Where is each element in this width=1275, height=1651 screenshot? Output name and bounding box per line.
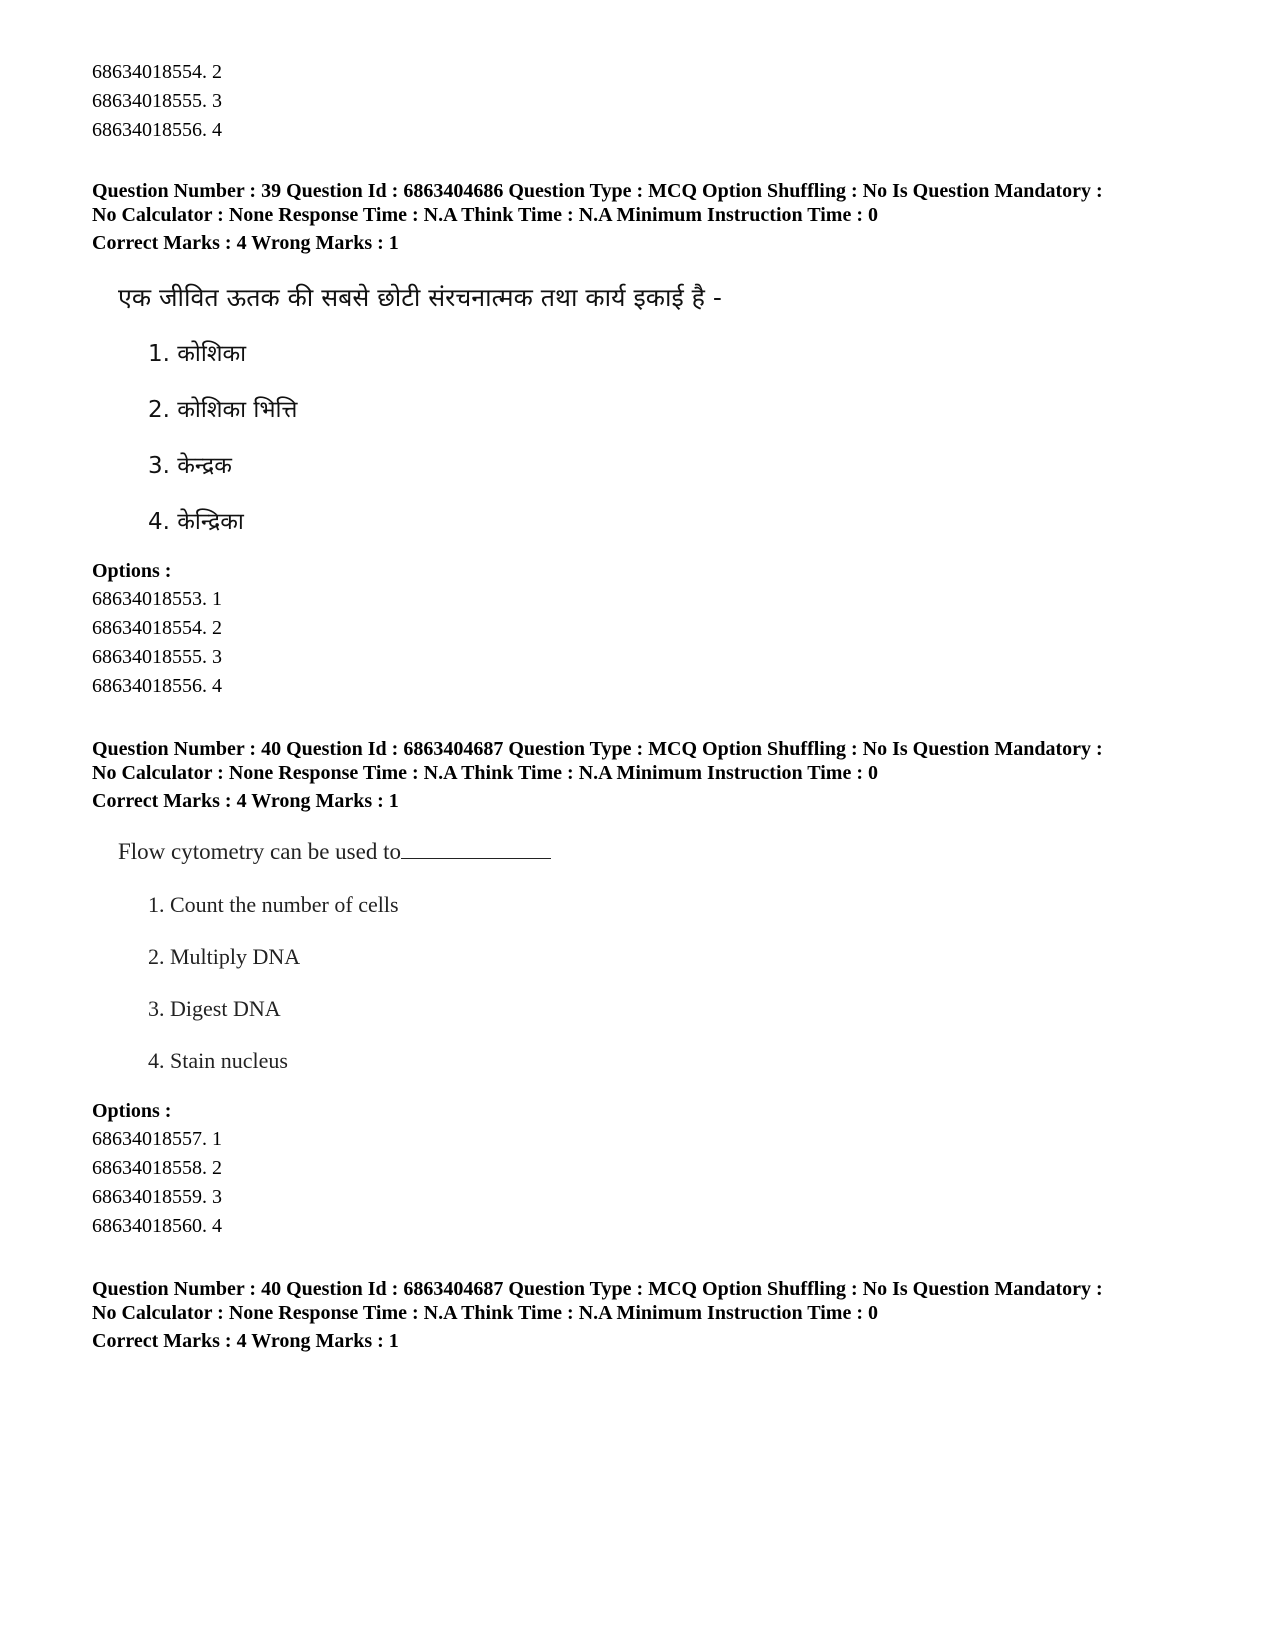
options-label: Options : bbox=[92, 560, 172, 582]
option-line: 68634018560. 4 bbox=[92, 1215, 222, 1237]
question-meta-line-2: No Calculator : None Response Time : N.A Think Time : N.A Minimum Instruction Time : 0 bbox=[92, 204, 878, 226]
option-line: 68634018555. 3 bbox=[92, 646, 222, 668]
question-meta-line-1: Question Number : 40 Question Id : 6863404687 Question Type : MCQ Option Shuffling : No Is Question Mandatory : bbox=[92, 738, 1103, 760]
choice-item: 2. Multiply DNA bbox=[148, 944, 301, 969]
option-line: 68634018559. 3 bbox=[92, 1186, 222, 1208]
document-page bbox=[92, 58, 1182, 1355]
options-label: Options : bbox=[92, 1100, 172, 1122]
question-stem-text: Flow cytometry can be used to bbox=[118, 839, 401, 864]
question-40-content bbox=[118, 837, 1182, 1075]
question-stem bbox=[118, 837, 1182, 867]
choice-item: 4. Stain nucleus bbox=[148, 1048, 288, 1073]
choice-item: 3. केन्द्रक bbox=[148, 453, 232, 479]
choice-item: 1. कोशिका bbox=[148, 341, 247, 367]
question-meta-line-2: No Calculator : None Response Time : N.A Think Time : N.A Minimum Instruction Time : 0 bbox=[92, 1302, 878, 1324]
option-line: 68634018553. 1 bbox=[92, 588, 222, 610]
question-stem: एक जीवित ऊतक की सबसे छोटी संरचनात्मक तथा कार्य इकाई है - bbox=[118, 283, 722, 312]
choice-item: 3. Digest DNA bbox=[148, 996, 281, 1021]
question-meta-line-1: Question Number : 39 Question Id : 6863404686 Question Type : MCQ Option Shuffling : No Is Question Mandatory : bbox=[92, 180, 1103, 202]
question-40-repeat-header bbox=[92, 1277, 1182, 1355]
option-line: 68634018556. 4 bbox=[92, 675, 222, 697]
choice-item: 1. Count the number of cells bbox=[148, 892, 399, 917]
choice-item: 4. केन्द्रिका bbox=[148, 509, 244, 535]
option-line: 68634018554. 2 bbox=[92, 61, 222, 83]
question-marks: Correct Marks : 4 Wrong Marks : 1 bbox=[92, 232, 399, 254]
question-39-header bbox=[92, 179, 1182, 257]
option-line: 68634018556. 4 bbox=[92, 119, 222, 141]
question-marks: Correct Marks : 4 Wrong Marks : 1 bbox=[92, 1330, 399, 1352]
question-meta-line-2: No Calculator : None Response Time : N.A Think Time : N.A Minimum Instruction Time : 0 bbox=[92, 762, 878, 784]
answer-blank bbox=[401, 838, 551, 859]
question-40-header bbox=[92, 737, 1182, 815]
option-line: 68634018555. 3 bbox=[92, 90, 222, 112]
option-line: 68634018554. 2 bbox=[92, 617, 222, 639]
question-meta-line-1: Question Number : 40 Question Id : 6863404687 Question Type : MCQ Option Shuffling : No Is Question Mandatory : bbox=[92, 1278, 1103, 1300]
question-39-content bbox=[118, 281, 1182, 537]
question-40-options-list bbox=[92, 1125, 1182, 1241]
previous-options-list bbox=[92, 58, 1182, 145]
question-marks: Correct Marks : 4 Wrong Marks : 1 bbox=[92, 790, 399, 812]
option-line: 68634018558. 2 bbox=[92, 1157, 222, 1179]
choice-item: 2. कोशिका भित्ति bbox=[148, 397, 298, 423]
question-39-options-list bbox=[92, 585, 1182, 701]
option-line: 68634018557. 1 bbox=[92, 1128, 222, 1150]
